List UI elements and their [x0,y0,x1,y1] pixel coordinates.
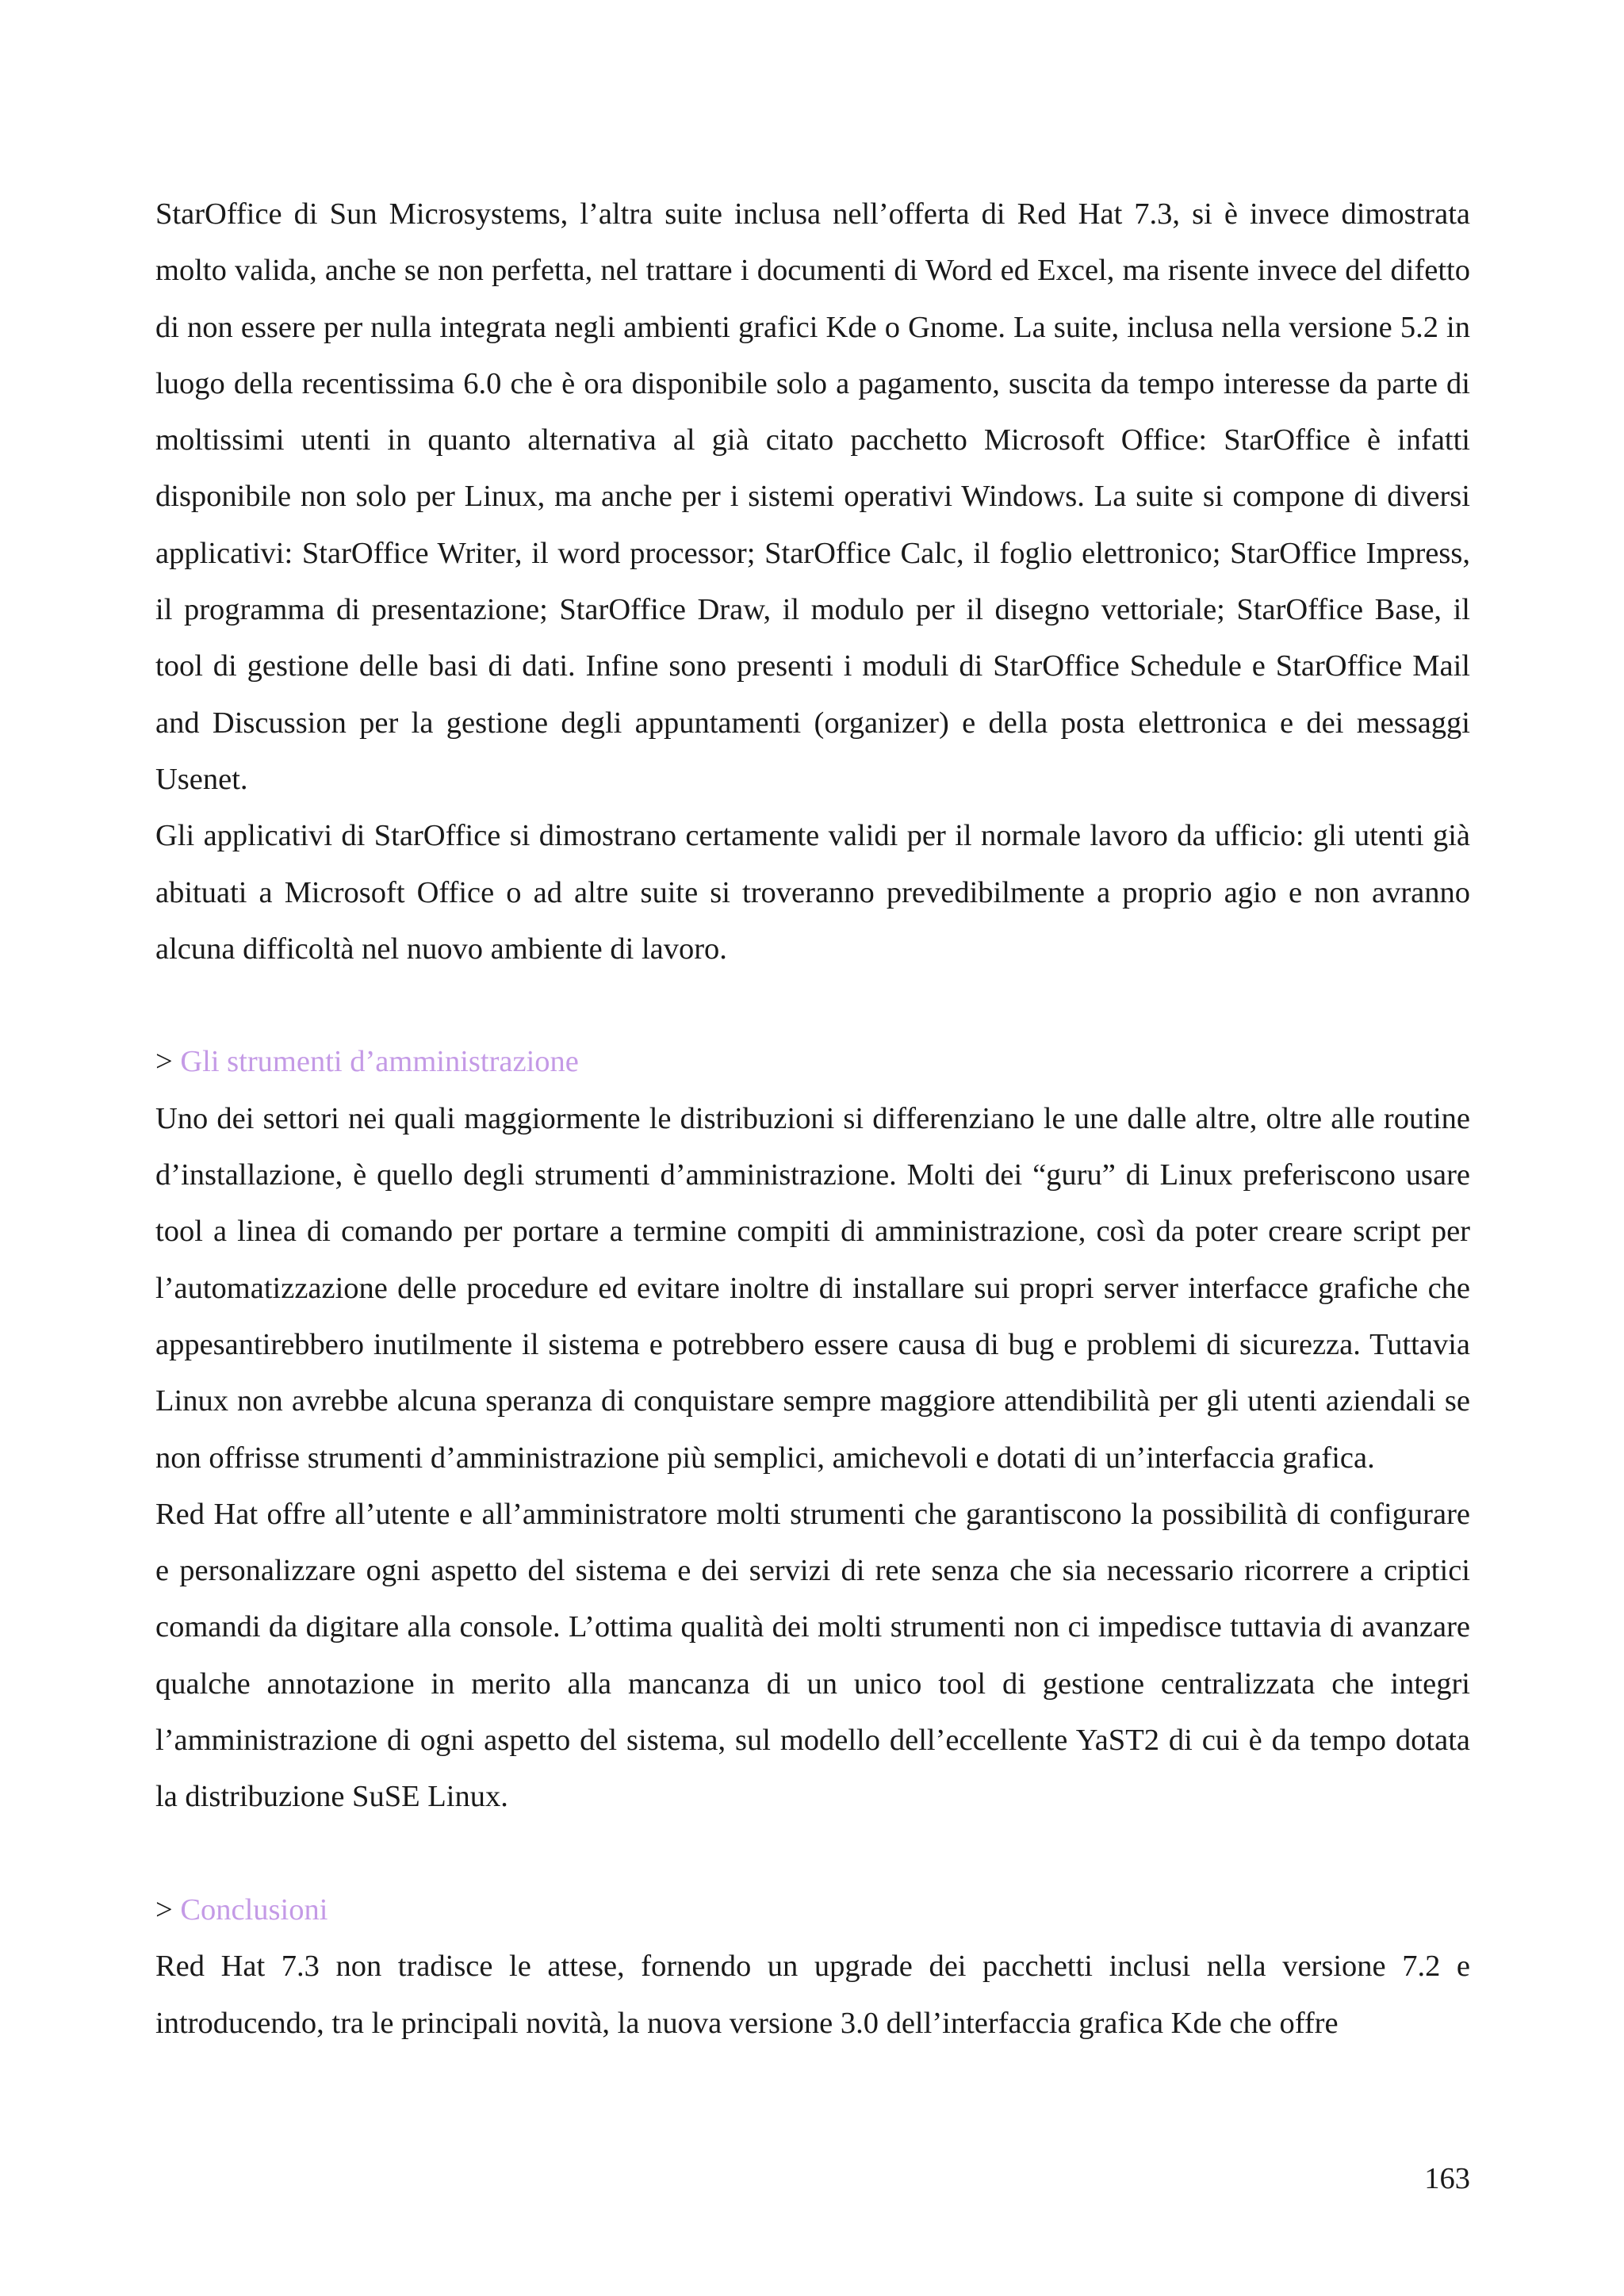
heading-title: Gli strumenti d’amministrazione [180,1045,579,1079]
body-paragraph: Gli applicativi di StarOffice si dimostrano certamente validi per il normale lavoro da ufficio: gli utenti già abituati a Microsoft Office o ad altre suite si troveranno prevedibilmente a proprio agio e non avranno alcuna difficoltà nel nuovo ambiente di lavoro. [155,819,1470,966]
body-paragraph: StarOffice di Sun Microsystems, l’altra suite inclusa nell’offerta di Red Hat 7.3, si è invece dimostrata molto valida, anche se non perfetta, nel trattare i documenti di Word ed Excel, ma risente invece del difetto di non essere per nulla integrata negli ambienti grafici Kde o Gnome. La suite, inclusa nella versione 5.2 in luogo della recentissima 6.0 che è ora disponibile solo a pagamento, suscita da tempo interesse da parte di moltissimi utenti in quanto alternativa al già citato pacchetto Microsoft Office: StarOffice è infatti disponibile non solo per Linux, ma anche per i sistemi operativi Windows. La suite si compone di diversi applicativi: StarOffice Writer, il word processor; StarOffice Calc, il foglio elettronico; StarOffice Impress, il programma di presentazione; StarOffice Draw, il modulo per il disegno vettoriale; StarOffice Base, il tool di gestione delle basi di dati. Infine sono presenti i moduli di StarOffice Schedule e StarOffice Mail and Discussion per la gestione degli appuntamenti (organizer) e della posta elettronica e dei messaggi Usenet. [155,197,1470,796]
section-heading-admin [155,1034,1470,1090]
page-content [155,186,1470,2052]
body-paragraph: Red Hat 7.3 non tradisce le attese, fornendo un upgrade dei pacchetti inclusi nella versione 7.2 e introducendo, tra le principali novità, la nuova versione 3.0 dell’interfaccia grafica Kde che offre [155,1950,1470,2040]
body-paragraph: Red Hat offre all’utente e all’amministratore molti strumenti che garantiscono la possibilità di configurare e personalizzare ogni aspetto del sistema e dei servizi di rete senza che sia necessario ricorrere a criptici comandi da digitare alla console. L’ottima qualità dei molti strumenti non ci impedisce tuttavia di avanzare qualche annotazione in merito alla mancanza di un unico tool di gestione centralizzata che integri l’amministrazione di ogni aspetto del sistema, sul modello dell’eccellente YaST2 di cui è da tempo dotata la distribuzione SuSE Linux. [155,1497,1470,1814]
body-paragraph: Uno dei settori nei quali maggiormente le distribuzioni si differenziano le une dalle altre, oltre alle routine d’installazione, è quello degli strumenti d’amministrazione. Molti dei “guru” di Linux preferiscono usare tool a linea di comando per portare a termine compiti di amministrazione, così da poter creare script per l’automatizzazione delle procedure ed evitare inoltre di installare sui propri server interfacce grafiche che appesantirebbero inutilmente il sistema e potrebbero essere causa di bug e problemi di sicurezza. Tuttavia Linux non avrebbe alcuna speranza di conquistare sempre maggiore attendibilità per gli utenti aziendali se non offrisse strumenti d’amministrazione più semplici, amichevoli e dotati di un’interfaccia grafica. [155,1101,1470,1475]
section-heading-conclusions [155,1882,1470,1938]
heading-title: Conclusioni [180,1892,328,1927]
heading-marker: > [155,1892,181,1927]
page-number: 163 [1424,2162,1470,2195]
heading-marker: > [155,1045,181,1079]
